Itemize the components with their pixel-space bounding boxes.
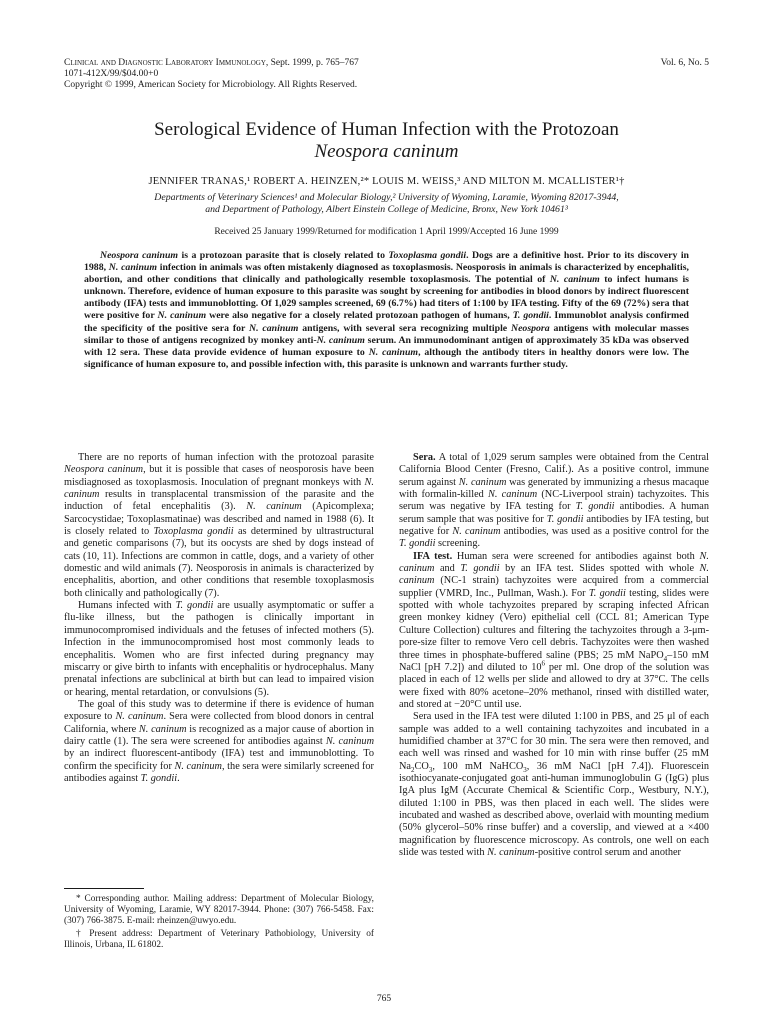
footnotes bbox=[64, 888, 374, 952]
article-page bbox=[64, 58, 709, 950]
abstract: Neospora caninum is a protozoan parasite that is closely related to Toxoplasma gondii. Dogs are a definitive host. Prior to its discovery in 1988, N. caninum infection in animals was often mistakenly diagnosed as toxoplasmosis. Neosporosis in animals is characterized by encephalitis, abortion, and other conditions that clinically and pathologically resemble toxoplasmosis. The potential of N. caninum to infect humans is unknown. Therefore, evidence of human exposure to this parasite was sought by screening for antibodies in blood donors by indirect fluorescent antibody (IFA) tests and immunoblotting. Of 1,029 samples screened, 69 (6.7%) had titers of 1:100 by IFA testing. Fifty of the 69 (72%) sera that were positive for N. caninum were also negative for a closely related protozoan pathogen of humans, T. gondii. Immunoblot analysis confirmed the specificity of the positive sera for N. caninum antigens, with several sera recognizing multiple Neospora antigens with molecular masses similar to those of antigens recognized by monkey anti-N. caninum serum. An immunodominant antigen of approximately 35 kDa was observed with 12 sera. These data provide evidence of human exposure to N. caninum, although the antibody titers in healthy donors were low. The significance of human exposure to, and possible infection with, this parasite is unknown and warrants further study. bbox=[84, 250, 690, 370]
received-dates: Received 25 January 1999/Returned for modification 1 April 1999/Accepted 16 June 1999 bbox=[214, 227, 559, 237]
paragraph: Sera. A total of 1,029 serum samples were obtained from the Central California Blood Center (Fresno, Calif.). As a positive control, immune serum against N. caninum was generated by immunizing a rhesus macaque with formalin-killed N. caninum (NC-Liverpool strain) tachyzoites. This serum was negative by IFA testing for T. gondii antibodies. A human serum sample that was positive for T. gondii antibodies by IFA testing, but negative for N. caninum antibodies, was used as a positive control for the T. gondii screening. bbox=[399, 452, 709, 550]
journal-citation: Clinical and Diagnostic Laboratory Immunology, Sept. 1999, p. 765–767 bbox=[64, 58, 359, 68]
paragraph: Sera used in the IFA test were diluted 1:100 in PBS, and 25 μl of each sample was added to a well containing tachyzoites and incubated in a humidified chamber at 37°C for 30 min. The sera were then removed, and each well was rinsed and washed for 10 min with rinse buffer (25 mM $Na_2CO_3$, 100 mM NaHCO$_3$, 36 mM NaCl [pH 7.4]). Fluorescein isothiocyanate-conjugated goat anti-human immunoglobulin G (IgG) plus IgA plus IgM (Accurate Chemical & Scientific Corp., Westbury, N.Y.), diluted 1:100 in PBS, was then placed in each well. The slides were incubated and washed as described above, overlaid with mounting medium (50% glycerol–50% rinse buffer) and a coverslip, and viewed at a ×400 magnification by fluorescence microscopy. As controls, one well on each slide was tested with N. caninum-positive control serum and another bbox=[399, 711, 709, 858]
volume-issue: Vol. 6, No. 5 bbox=[660, 58, 709, 68]
affiliation-line-1: Departments of Veterinary Sciences¹ and Molecular Biology,² University of Wyoming, Laramie, Wyoming 82017-3944, bbox=[154, 192, 619, 203]
copyright: Copyright © 1999, American Society for Microbiology. All Rights Reserved. bbox=[64, 80, 358, 90]
paragraph: Humans infected with T. gondii are usually asymptomatic or suffer a flu-like illness, but the pathogen is clinically important in immunocompromised individuals and the fetuses of infected mothers (5). Infection in the immunocompromised host most commonly leads to encephalitis. Women who are first infected during pregnancy may miscarry or give birth to infants with encephalitis or hydrocephalus. Many prenatal infections are subclinical at birth but can lead to impaired vision or hearing, mental retardation, or convulsions (5). bbox=[64, 600, 374, 698]
journal-header bbox=[64, 58, 709, 91]
article-title bbox=[64, 119, 709, 163]
journal-name: Clinical and Diagnostic Laboratory Immunology bbox=[64, 58, 266, 68]
affiliations bbox=[64, 192, 709, 216]
affiliation-line-2: and Department of Pathology, Albert Einstein College of Medicine, Bronx, New York 10461³ bbox=[205, 204, 568, 215]
right-column bbox=[399, 452, 709, 859]
page-number: 765 bbox=[376, 994, 392, 1004]
footnote-corresponding: * Corresponding author. Mailing address: Department of Molecular Biology, University of Wyoming, Laramie, WY 82017-3944. Phone: (307) 766-5458. Fax: (307) 766-3875. E-mail: rheinzen@uwyo.edu. bbox=[64, 894, 374, 927]
paragraph: There are no reports of human infection with the protozoal parasite Neospora caninum, but it is possible that cases of neosporosis have been misdiagnosed as toxoplasmosis. Inoculation of pregnant monkeys with N. caninum results in transplacental transmission of the parasite and the induction of fetal encephalitis (3). N. caninum (Apicomplexa; Sarcocystidae; Toxoplasmatinae) was described and named in 1988 (6). It is closely related to Toxoplasma gondii as determined by ultrastructural and genetic comparisons (7), but its oocysts are shed by dogs instead of cats (10, 11). Infections are common in cattle, dogs, and a variety of other domestic and wild animals (7). Neosporosis in animals is characterized by encephalitis, abortion, and other conditions that resemble toxoplasmosis both clinically and pathologically (7). bbox=[64, 452, 374, 599]
paragraph: IFA test. Human sera were screened for antibodies against both N. caninum and T. gondii by an IFA test. Slides spotted with whole N. caninum (NC-1 strain) tachyzoites were acquired from a commercial supplier (VMRD, Inc., Pullman, Wash.). For T. gondii testing, slides were spotted with whole tachyzoites prepared by scraping infected African green monkey kidney (Vero) epithelial cell (CCL 81; American Type Culture Collection) cultures and filtering the tachyzoites through a 3-μm-pore-size filter to remove Vero cell debris. Tachyzoites were then washed three times in phosphate-buffered saline (PBS; 25 mM NaPO$_4$–150 mM NaCl [pH 7.2]) and diluted to $10^6$ per ml. One drop of the solution was placed in each of 12 wells per slide and allowed to dry at 37°C. The cells were fixed with 80% acetone–20% methanol, rinsed with distilled water, and stored at −20°C until use. bbox=[399, 550, 709, 710]
footnote-present-address: † Present address: Department of Veterinary Pathobiology, University of Illinois, Urbana, IL 61802. bbox=[64, 928, 374, 950]
title-line-1: Serological Evidence of Human Infection with the Protozoan bbox=[154, 119, 619, 140]
left-column bbox=[64, 452, 374, 785]
paragraph: The goal of this study was to determine if there is evidence of human exposure to N. caninum. Sera were collected from blood donors in central California, where N. caninum is recognized as a major cause of abortion in dairy cattle (1). The sera were screened for antibodies against N. caninum by an indirect fluorescent-antibody (IFA) test and immunoblotting. To confirm the specificity for N. caninum, the sera were similarly screened for antibodies against T. gondii. bbox=[64, 698, 375, 784]
title-line-2: Neospora caninum bbox=[314, 141, 459, 162]
issn: 1071-412X/99/$04.00+0 bbox=[64, 69, 159, 79]
author-list: JENNIFER TRANAS,¹ ROBERT A. HEINZEN,²* LOUIS M. WEISS,³ AND MILTON M. MCALLISTER¹† bbox=[148, 176, 625, 187]
footnote-divider bbox=[64, 888, 144, 889]
